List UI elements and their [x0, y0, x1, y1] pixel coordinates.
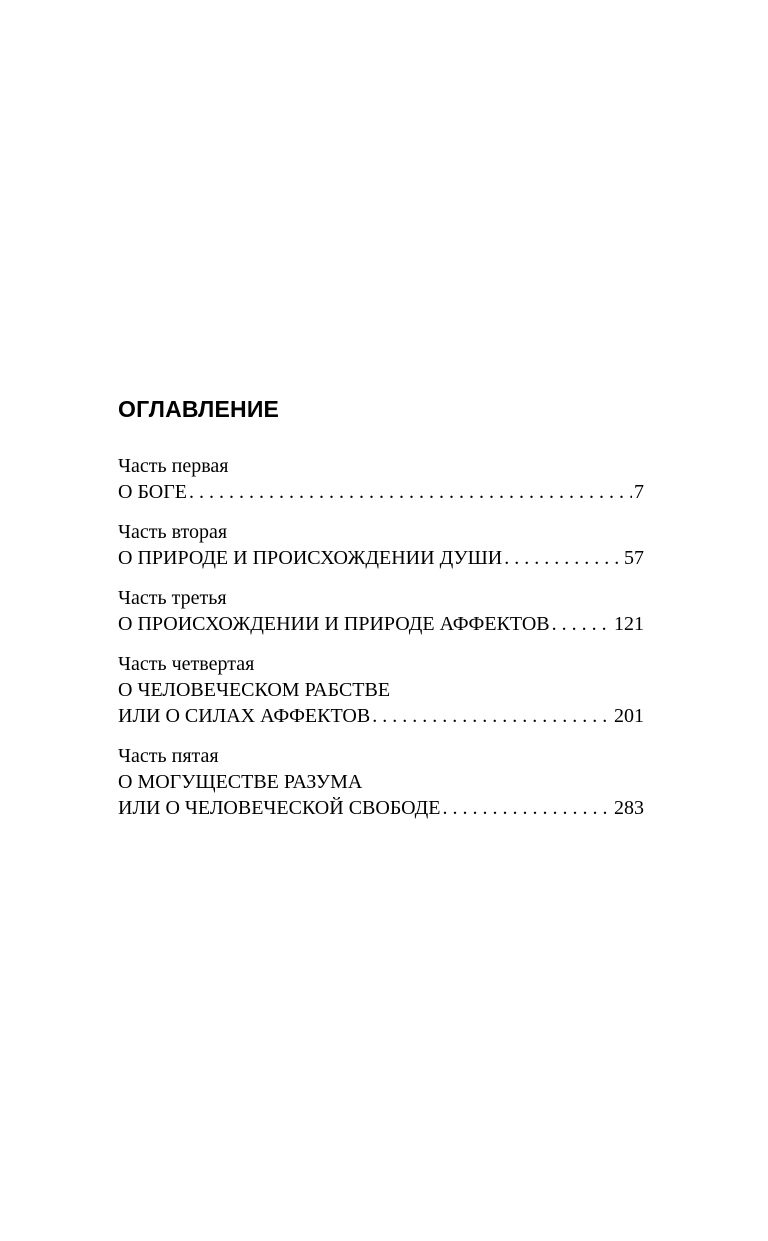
toc-entry-title-line [118, 545, 644, 571]
toc-entry-part-2 [118, 519, 644, 571]
toc-chapter-title: ИЛИ О ЧЕЛОВЕЧЕСКОЙ СВОБОДЕ [118, 797, 441, 819]
toc-chapter-title-line-1: О ЧЕЛОВЕЧЕСКОМ РАБСТВЕ [118, 679, 391, 701]
toc-leader-dots [372, 703, 612, 729]
toc-entry-title-line [118, 479, 644, 505]
toc-chapter-title: О ПРОИСХОЖДЕНИИ И ПРИРОДЕ АФФЕКТОВ [118, 613, 550, 635]
toc-entry-part-1 [118, 453, 644, 505]
toc-title: ОГЛАВЛЕНИЕ [118, 396, 280, 422]
toc-entry-part-4 [118, 651, 644, 729]
toc-page-number: 7 [634, 481, 644, 503]
toc-part-label: Часть третья [118, 587, 227, 609]
toc-chapter-title: О БОГЕ [118, 481, 188, 503]
toc-part-label: Часть четвертая [118, 653, 255, 675]
toc-chapter-title: ИЛИ О СИЛАХ АФФЕКТОВ [118, 705, 371, 727]
toc-part-label: Часть вторая [118, 521, 228, 543]
toc-page-number: 283 [614, 797, 644, 819]
toc-leader-dots [189, 479, 632, 505]
toc-entry-title-line [118, 795, 644, 821]
toc-chapter-title-line-1: О МОГУЩЕСТВЕ РАЗУМА [118, 771, 363, 793]
toc-part-label: Часть пятая [118, 745, 219, 767]
toc-chapter-title: О ПРИРОДЕ И ПРОИСХОЖДЕНИИ ДУШИ [118, 547, 503, 569]
toc-entry-title-line [118, 611, 644, 637]
toc-page-number: 201 [614, 705, 644, 727]
toc-part-label: Часть первая [118, 455, 229, 477]
toc-page-number: 121 [614, 613, 644, 635]
table-of-contents [118, 393, 644, 835]
toc-leader-dots [552, 611, 612, 637]
toc-page-number: 57 [624, 547, 644, 569]
toc-leader-dots [442, 795, 612, 821]
toc-entry-part-3 [118, 585, 644, 637]
toc-entry-part-5 [118, 743, 644, 821]
toc-leader-dots [504, 545, 622, 571]
toc-entry-title-line [118, 703, 644, 729]
